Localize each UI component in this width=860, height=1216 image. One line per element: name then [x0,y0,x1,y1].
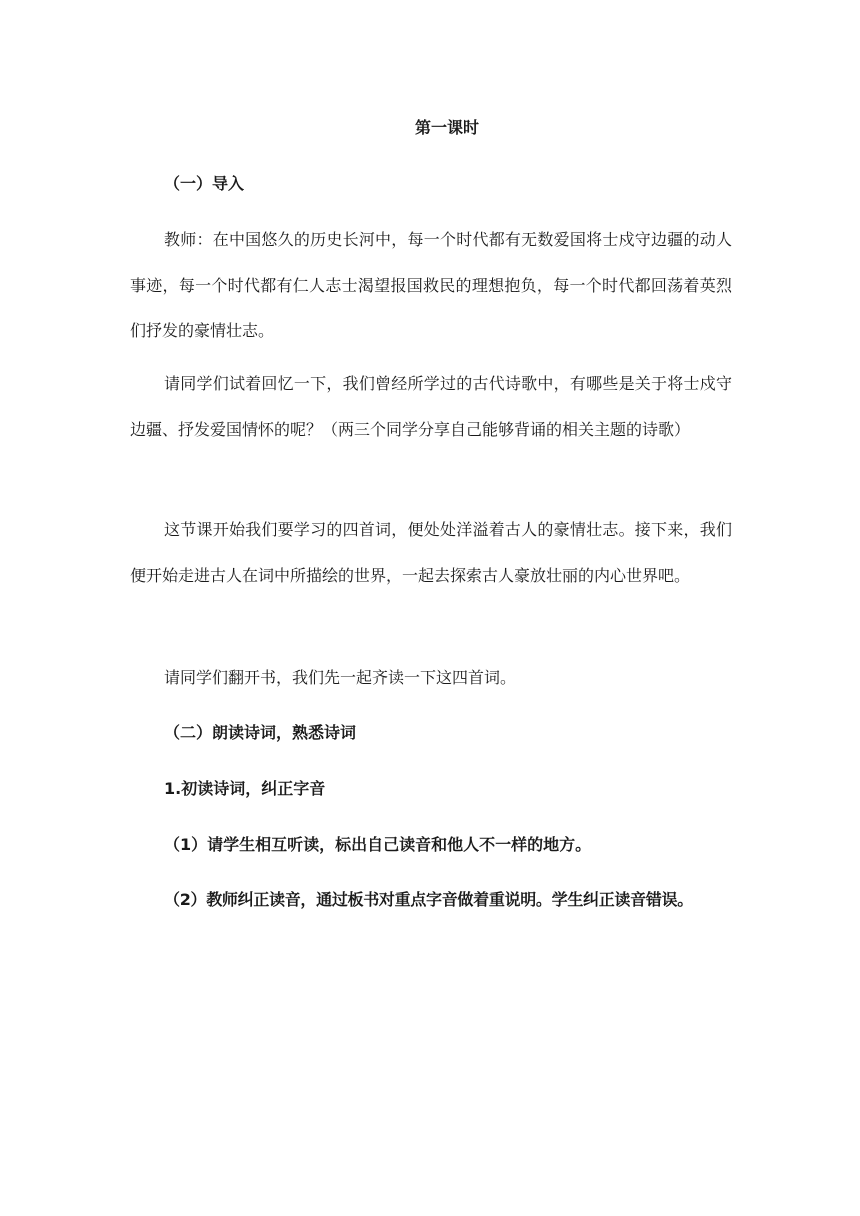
section-heading-intro: （一）导入 [164,174,245,193]
step-2-heading: （2）教师纠正读音，通过板书对重点字音做着重说明。学生纠正读音错误。 [164,890,693,909]
lesson-paragraph: 这节课开始我们要学习的四首词，便处处洋溢着古人的豪情壮志。接下来，我们便开始走进古人在词中所描绘的世界，一起去探索古人豪放壮丽的内心世界吧。 [130,520,732,585]
lesson-title: 第一课时 [414,118,479,137]
open-book-paragraph: 请同学们翻开书，我们先一起齐读一下这四首词。 [164,668,517,687]
teacher-paragraph: 教师：在中国悠久的历史长河中，每一个时代都有无数爱国将士戍守边疆的动人事迹，每一个时代都有仁人志士渴望报国救民的理想抱负，每一个时代都回荡着英烈们抒发的豪情壮志。 [130,230,732,340]
subheading-first-read: 1.初读诗词，纠正字音 [164,779,326,798]
step-1-heading: （1）请学生相互听读，标出自己读音和他人不一样的地方。 [164,835,592,854]
recall-paragraph: 请同学们试着回忆一下，我们曾经所学过的古代诗歌中，有哪些是关于将士戍守边疆、抒发爱国情怀的呢？（两三个同学分享自己能够背诵的相关主题的诗歌） [130,374,732,439]
section-heading-reading: （二）朗读诗词，熟悉诗词 [164,723,357,742]
